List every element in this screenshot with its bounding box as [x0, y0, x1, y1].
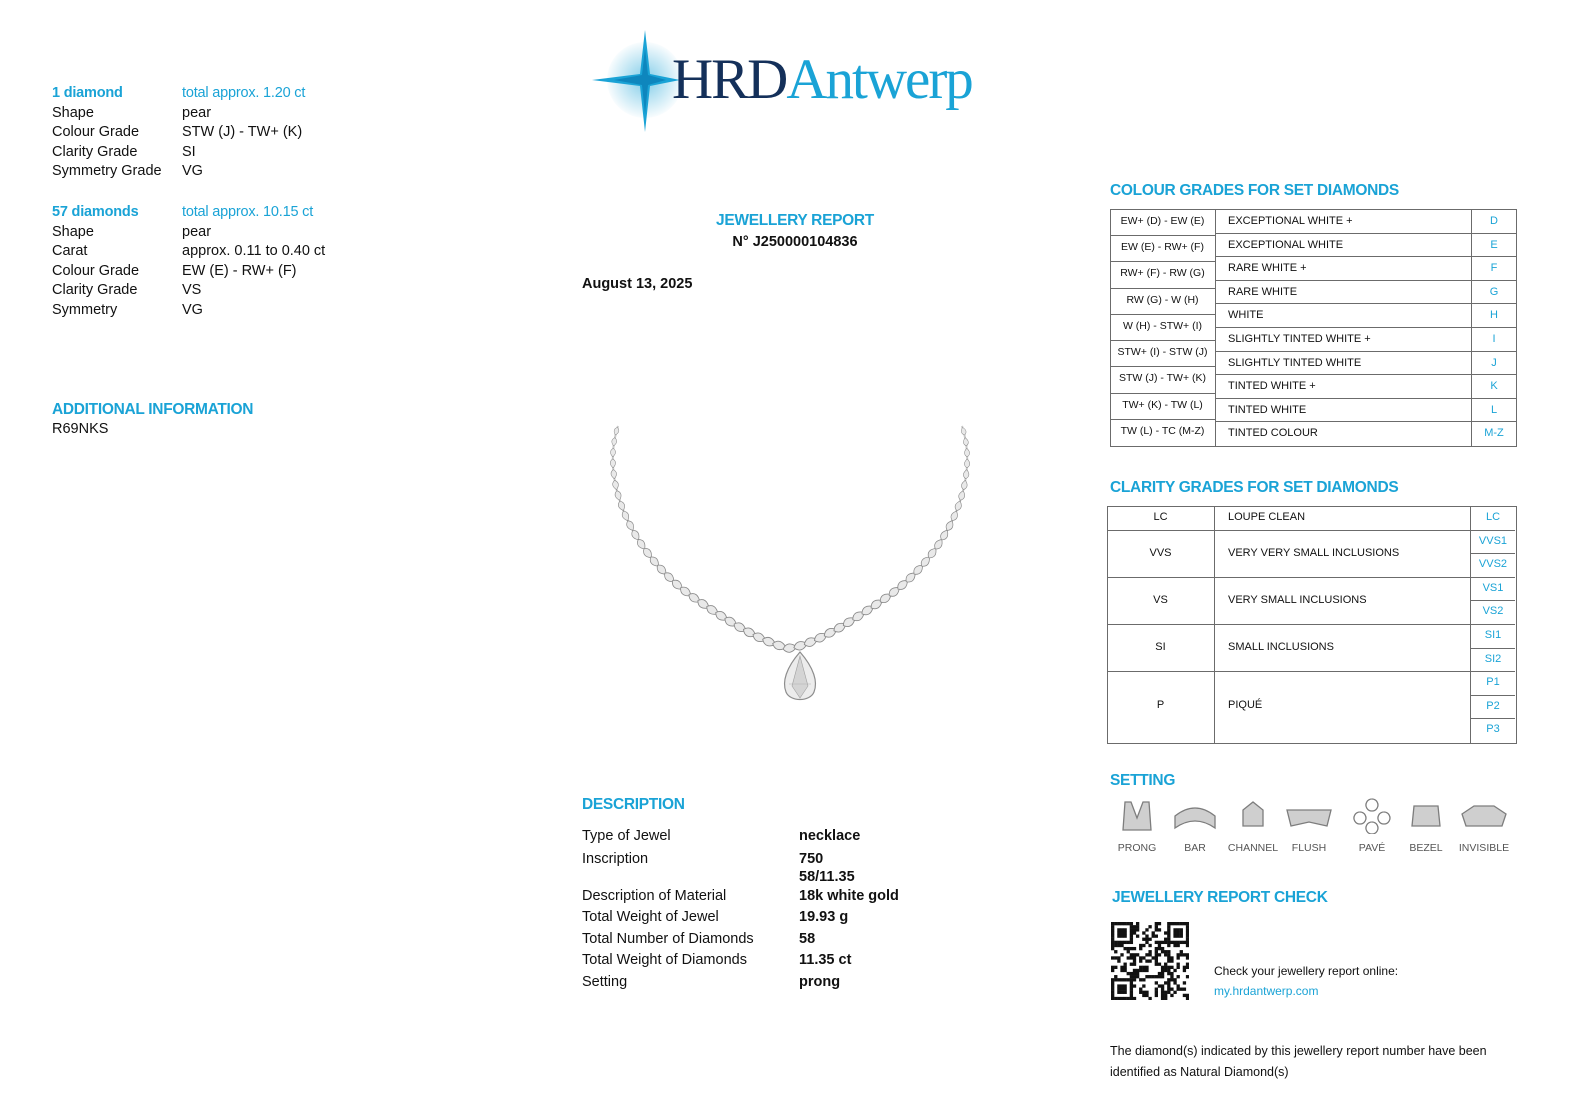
stone-count: 1 diamond [52, 85, 123, 101]
clarity-name: PIQUÉ [1228, 699, 1263, 712]
footnote-line-2: identified as Natural Diamond(s) [1110, 1065, 1289, 1079]
clarity-name: VERY VERY SMALL INCLUSIONS [1228, 546, 1400, 559]
colour-range: RW (G) - W (H) [1126, 294, 1199, 307]
setting-type [1165, 796, 1225, 860]
stone-value: STW (J) - TW+ (K) [182, 124, 303, 141]
clarity-grade: VVS2 [1478, 558, 1508, 570]
range-row-divider [1110, 235, 1215, 236]
stone-label: Shape [52, 104, 94, 121]
colour-name: RARE WHITE + [1228, 262, 1307, 274]
clarity-code: VVS [1149, 546, 1172, 559]
clarity-name: LOUPE CLEAN [1228, 510, 1306, 523]
report-number: N° J250000104836 [732, 234, 858, 250]
necklace-diamond [964, 448, 970, 457]
colour-letter: I [1492, 333, 1496, 345]
description-value-line2: 58/11.35 [799, 868, 855, 885]
colour-range: STW+ (I) - STW (J) [1117, 346, 1208, 359]
necklace-diamond [612, 480, 619, 490]
stone-label: Colour Grade [52, 124, 140, 141]
necklace-photo [590, 420, 990, 710]
setting-icons [1105, 796, 1525, 860]
description-value: 58 [799, 930, 816, 947]
setting-type [1396, 796, 1456, 860]
prong-setting-icon [1107, 796, 1167, 834]
necklace-diamond [613, 427, 619, 436]
colour-name: TINTED WHITE + [1228, 380, 1316, 392]
stone-value: SI [182, 143, 196, 160]
colour-row-divider [1215, 398, 1516, 399]
colour-letter: J [1491, 357, 1497, 369]
range-row-divider [1110, 288, 1215, 289]
footnote-line-1: The diamond(s) indicated by this jewellery report number have been [1110, 1044, 1487, 1058]
necklace-diamond [621, 510, 631, 522]
range-row-divider [1110, 261, 1215, 262]
colour-name: EXCEPTIONAL WHITE + [1228, 215, 1353, 227]
colour-row-divider [1215, 374, 1516, 375]
setting-type-label: PAVÉ [1358, 842, 1386, 854]
range-row-divider [1110, 419, 1215, 420]
colour-name: RARE WHITE [1228, 286, 1298, 298]
range-row-divider [1110, 340, 1215, 341]
report-check-title: JEWELLERY REPORT CHECK [1112, 889, 1328, 906]
clarity-group-divider [1107, 530, 1515, 531]
necklace-diamond [964, 459, 970, 468]
invisible-setting-icon [1454, 796, 1514, 834]
logo-hrd-text: HRD [672, 48, 787, 111]
qr-code-icon [1111, 922, 1189, 1000]
colour-name: EXCEPTIONAL WHITE [1228, 239, 1344, 251]
setting-type [1454, 796, 1514, 860]
qr-code [1111, 922, 1189, 1000]
colour-letter: L [1490, 404, 1498, 416]
clarity-grade: VS2 [1482, 605, 1504, 617]
clarity-grades-table [1107, 506, 1516, 743]
clarity-grade: VVS1 [1478, 535, 1508, 547]
necklace-diamond [614, 490, 622, 501]
colour-name: WHITE [1228, 309, 1264, 321]
colour-name: TINTED COLOUR [1228, 427, 1318, 439]
clarity-code: P [1156, 699, 1165, 712]
stone-label: Colour Grade [52, 262, 140, 279]
colour-letter: G [1489, 286, 1499, 298]
clarity-grade: SI1 [1484, 629, 1502, 641]
range-row-divider [1110, 314, 1215, 315]
range-row-divider [1110, 393, 1215, 394]
colour-range: TW+ (K) - TW (L) [1122, 399, 1203, 412]
clarity-grade: LC [1485, 511, 1501, 523]
description-label: Description of Material [582, 887, 727, 904]
necklace-image [590, 420, 990, 710]
setting-title: SETTING [1110, 772, 1176, 789]
setting-type [1223, 796, 1283, 860]
necklace-diamond [610, 459, 616, 468]
setting-type-label: PRONG [1117, 842, 1157, 854]
necklace-diamond [954, 500, 963, 512]
description-label: Type of Jewel [582, 828, 671, 844]
colour-letter: F [1490, 262, 1498, 274]
hrd-antwerp-logo [590, 28, 1010, 138]
colour-range: EW+ (D) - EW (E) [1120, 215, 1205, 228]
additional-information-title: ADDITIONAL INFORMATION [52, 401, 254, 418]
description-label: Inscription [582, 850, 649, 867]
description-label: Total Number of Diamonds [582, 930, 754, 947]
necklace-diamond [949, 510, 959, 522]
colour-range: RW+ (F) - RW (G) [1120, 267, 1205, 280]
colour-range: EW (E) - RW+ (F) [1121, 241, 1204, 254]
colour-letter: M-Z [1484, 427, 1504, 439]
colour-letter: H [1490, 309, 1498, 321]
channel-setting-icon [1223, 796, 1283, 834]
description-value: prong [799, 973, 841, 990]
clarity-code: LC [1153, 510, 1168, 523]
colour-name: SLIGHTLY TINTED WHITE [1228, 357, 1362, 369]
stone-label: Clarity Grade [52, 282, 138, 299]
flush-setting-icon [1279, 796, 1339, 834]
colour-range: TW (L) - TC (M-Z) [1120, 425, 1205, 438]
necklace-diamond [625, 519, 636, 532]
colour-row-divider [1215, 256, 1516, 257]
description-label: Total Weight of Jewel [582, 909, 719, 925]
clarity-group-divider [1107, 671, 1515, 672]
stone-label: Carat [52, 243, 88, 260]
range-row-divider [1110, 366, 1215, 367]
colour-letter: K [1490, 380, 1498, 392]
colour-letter: E [1490, 239, 1498, 251]
stone-value: VG [182, 301, 203, 318]
description-title: DESCRIPTION [582, 796, 685, 813]
clarity-grades-title: CLARITY GRADES FOR SET DIAMONDS [1110, 479, 1399, 496]
colour-row-divider [1215, 303, 1516, 304]
description-list [582, 826, 899, 993]
necklace-diamond [610, 448, 615, 457]
setting-type [1342, 796, 1402, 860]
setting-type [1107, 796, 1167, 860]
clarity-grade: P3 [1486, 723, 1500, 735]
colour-name: SLIGHTLY TINTED WHITE + [1228, 333, 1371, 345]
clarity-code: SI [1155, 640, 1166, 653]
clarity-grade: SI2 [1484, 653, 1502, 665]
clarity-grade-divider [1470, 718, 1515, 719]
description-value: 750 [799, 850, 824, 867]
colour-row-divider [1215, 280, 1516, 281]
colour-grades-table [1110, 209, 1516, 446]
setting-type-label: INVISIBLE [1458, 842, 1510, 854]
setting-type-label: CHANNEL [1227, 842, 1279, 854]
clarity-name: VERY SMALL INCLUSIONS [1228, 593, 1367, 606]
necklace-diamond [610, 469, 617, 479]
bar-setting-icon [1165, 796, 1225, 834]
clarity-grade-divider [1470, 695, 1515, 696]
description-label: Setting [582, 973, 628, 990]
colour-row-divider [1215, 351, 1516, 352]
report-date: August 13, 2025 [582, 276, 693, 292]
logo-antwerp-text: Antwerp [786, 48, 972, 111]
clarity-grade: VS1 [1482, 582, 1504, 594]
stone-count: 57 diamonds [52, 204, 139, 220]
description-value: 19.93 g [799, 909, 849, 925]
stone-group-2 [52, 203, 325, 321]
necklace-diamond [617, 500, 626, 512]
additional-information-value: R69NKS [52, 421, 109, 437]
stone-value: approx. 0.11 to 0.40 ct [182, 243, 326, 260]
stone-value: pear [182, 223, 212, 240]
clarity-grade-divider [1470, 553, 1515, 554]
necklace-diamond [958, 490, 966, 501]
stone-value: VS [182, 282, 202, 299]
necklace-diamond [960, 427, 967, 436]
stone-label: Shape [52, 223, 94, 240]
stone-label: Symmetry Grade [52, 163, 162, 180]
report-check-text: Check your jewellery report online: [1214, 964, 1399, 978]
stone-label: Symmetry [52, 301, 118, 318]
necklace-diamond [611, 437, 617, 446]
description-value: necklace [799, 828, 861, 844]
necklace-diamond [961, 480, 968, 490]
description-value: 18k white gold [799, 887, 899, 904]
description-label: Total Weight of Diamonds [582, 952, 747, 968]
footnote [1110, 1041, 1487, 1083]
setting-type-label: FLUSH [1291, 842, 1327, 854]
report-title: JEWELLERY REPORT [716, 212, 874, 229]
clarity-grade: P1 [1486, 676, 1500, 688]
clarity-code: VS [1153, 593, 1168, 606]
colour-row-divider [1215, 421, 1516, 422]
stone-total-weight: total approx. 10.15 ct [182, 204, 314, 220]
stone-value: pear [182, 104, 212, 121]
clarity-name: SMALL INCLUSIONS [1228, 640, 1334, 653]
stone-label: Clarity Grade [52, 143, 138, 160]
necklace-diamond [963, 437, 969, 446]
necklace-diamond [963, 469, 970, 479]
bezel-setting-icon [1396, 796, 1456, 834]
setting-type-label: BEZEL [1409, 842, 1443, 854]
colour-range: W (H) - STW+ (I) [1122, 320, 1203, 333]
stone-group-1 [52, 84, 305, 182]
colour-range: STW (J) - TW+ (K) [1119, 372, 1206, 385]
report-check-link[interactable]: my.hrdantwerp.com [1214, 984, 1319, 998]
colour-row-divider [1215, 327, 1516, 328]
clarity-group-divider [1107, 577, 1515, 578]
pave-setting-icon [1342, 796, 1402, 834]
stone-value: EW (E) - RW+ (F) [182, 262, 297, 279]
setting-type [1279, 796, 1339, 860]
colour-letter: D [1490, 215, 1498, 227]
clarity-grade-divider [1470, 600, 1515, 601]
pendant-diamond [785, 652, 816, 700]
necklace-diamond [944, 519, 955, 532]
colour-row-divider [1215, 233, 1516, 234]
clarity-group-divider [1107, 624, 1515, 625]
setting-type-label: BAR [1184, 842, 1206, 854]
clarity-grade-divider [1470, 648, 1515, 649]
stone-value: VG [182, 163, 203, 180]
colour-grades-title: COLOUR GRADES FOR SET DIAMONDS [1110, 182, 1399, 199]
description-value: 11.35 ct [799, 952, 852, 968]
clarity-grade: P2 [1486, 700, 1500, 712]
colour-name: TINTED WHITE [1228, 404, 1307, 416]
stone-total-weight: total approx. 1.20 ct [182, 85, 306, 101]
